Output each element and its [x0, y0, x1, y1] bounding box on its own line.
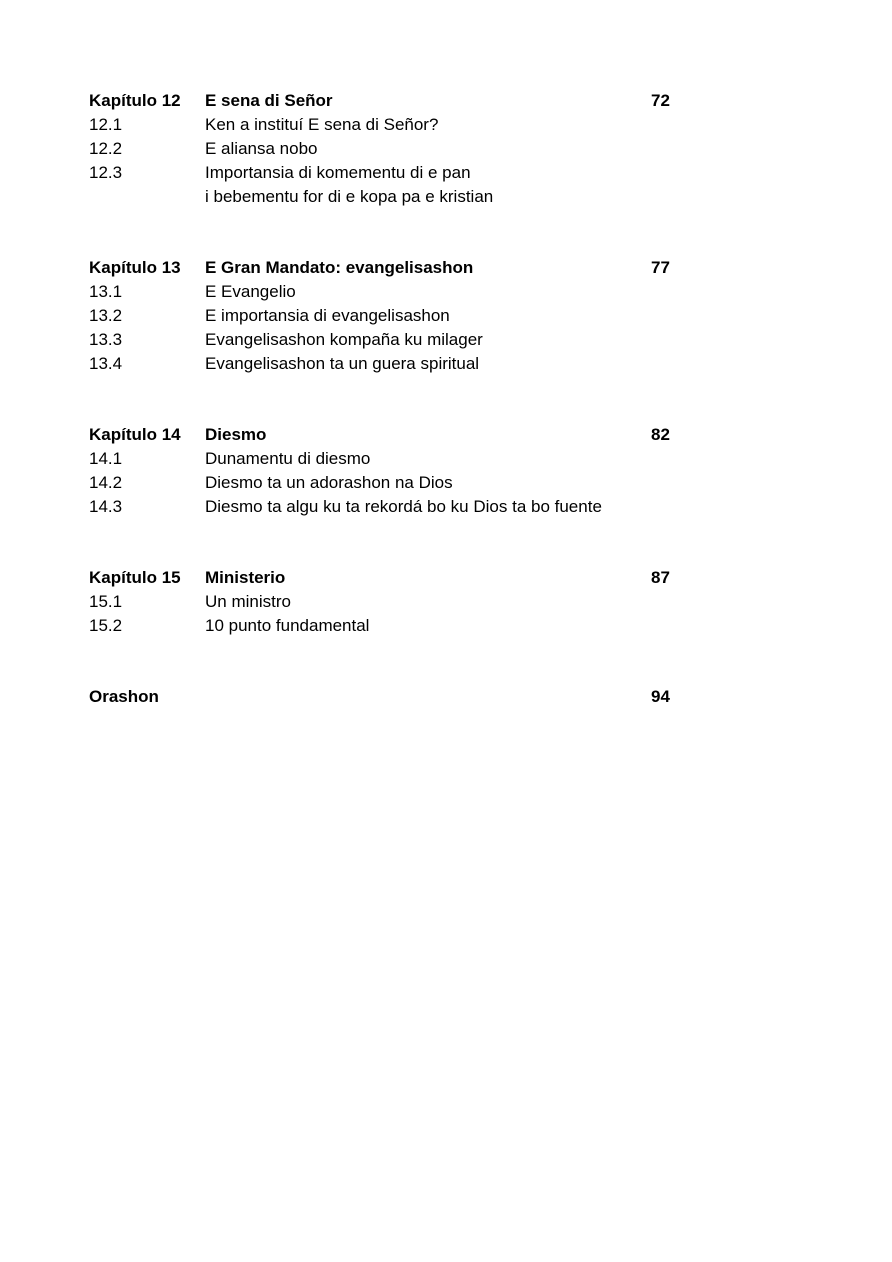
- section-entry[interactable]: [89, 113, 689, 137]
- section-title: Ken a instituí E sena di Señor?: [205, 115, 439, 134]
- section-title: Importansia di komementu di e pan: [205, 163, 471, 182]
- section-number: 12.2: [89, 139, 123, 158]
- chapter-title: Diesmo: [205, 425, 267, 444]
- section-title: Dunamentu di diesmo: [205, 449, 371, 468]
- chapter-title: E sena di Señor: [205, 91, 333, 110]
- chapter-label: Kapítulo 15: [89, 568, 181, 587]
- chapter-heading[interactable]: [89, 423, 689, 447]
- section-title: Diesmo ta algu ku ta rekordá bo ku Dios ta bo fuente: [205, 497, 602, 516]
- section-number: 15.2: [89, 616, 123, 635]
- chapter-label: Kapítulo 14: [89, 425, 181, 444]
- section-number-spacer: [89, 185, 205, 209]
- section-entry[interactable]: [89, 352, 689, 376]
- chapter-page-number: 72: [651, 91, 670, 110]
- section-number: 13.2: [89, 306, 123, 325]
- closing-page-number: 94: [651, 687, 670, 706]
- section-number: 13.4: [89, 354, 123, 373]
- section-title: E importansia di evangelisashon: [205, 306, 450, 325]
- section-number: 13.1: [89, 282, 123, 301]
- section-title: Evangelisashon kompaña ku milager: [205, 330, 483, 349]
- chapter-page-number: 87: [651, 568, 670, 587]
- chapter-page-number: 77: [651, 258, 670, 277]
- toc-chapter: [89, 423, 689, 519]
- section-number: 15.1: [89, 592, 123, 611]
- section-number: 14.3: [89, 497, 123, 516]
- section-entry[interactable]: [89, 161, 689, 185]
- closing-entry[interactable]: [89, 685, 689, 709]
- chapter-heading[interactable]: [89, 256, 689, 280]
- chapter-page-number: 82: [651, 425, 670, 444]
- section-entry[interactable]: [89, 280, 689, 304]
- toc-chapter: [89, 89, 689, 209]
- section-title: E aliansa nobo: [205, 139, 318, 158]
- section-entry[interactable]: [89, 304, 689, 328]
- section-number: 13.3: [89, 330, 123, 349]
- section-entry[interactable]: [89, 471, 689, 495]
- section-entry[interactable]: [89, 447, 689, 471]
- section-entry[interactable]: [89, 495, 689, 519]
- section-title-continuation: i bebementu for di e kopa pa e kristian: [205, 187, 494, 206]
- section-number: 14.2: [89, 473, 123, 492]
- section-title: 10 punto fundamental: [205, 616, 370, 635]
- section-number: 14.1: [89, 449, 123, 468]
- section-number: 12.3: [89, 163, 123, 182]
- chapter-label: Kapítulo 12: [89, 91, 181, 110]
- chapter-title: Ministerio: [205, 568, 286, 587]
- section-number: 12.1: [89, 115, 123, 134]
- section-entry[interactable]: [89, 328, 689, 352]
- section-title: Diesmo ta un adorashon na Dios: [205, 473, 453, 492]
- chapter-title: E Gran Mandato: evangelisashon: [205, 258, 474, 277]
- chapter-heading[interactable]: [89, 89, 689, 113]
- chapter-heading[interactable]: [89, 566, 689, 590]
- table-of-contents: [89, 89, 689, 709]
- toc-chapter: [89, 566, 689, 638]
- section-title: E Evangelio: [205, 282, 296, 301]
- section-entry[interactable]: [89, 137, 689, 161]
- section-title: Un ministro: [205, 592, 291, 611]
- section-title: Evangelisashon ta un guera spiritual: [205, 354, 480, 373]
- closing-title: Orashon: [89, 687, 159, 706]
- section-entry[interactable]: [89, 590, 689, 614]
- section-title-continuation-line: [89, 185, 689, 209]
- toc-chapter: [89, 256, 689, 376]
- chapter-label: Kapítulo 13: [89, 258, 181, 277]
- section-entry[interactable]: [89, 614, 689, 638]
